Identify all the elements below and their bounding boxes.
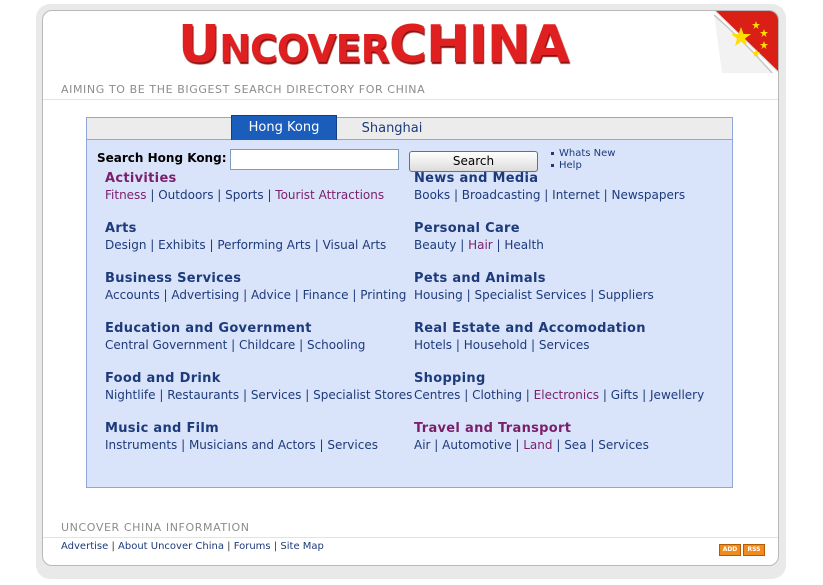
- search-button[interactable]: Search: [409, 151, 538, 172]
- footer-link-about[interactable]: About Uncover China: [118, 541, 224, 552]
- category-title[interactable]: Real Estate and Accomodation: [414, 321, 646, 336]
- category-title[interactable]: News and Media: [414, 171, 539, 186]
- side-links: [551, 148, 615, 172]
- tab-hong-kong[interactable]: Hong Kong: [231, 115, 337, 140]
- subcategory-link[interactable]: Health: [504, 238, 544, 252]
- category-block: [105, 421, 405, 452]
- subcategory-link[interactable]: Services: [598, 438, 649, 452]
- city-tab-bar: [87, 118, 732, 140]
- subcategory-link[interactable]: Instruments: [105, 438, 178, 452]
- subcategory-link[interactable]: Restaurants: [167, 388, 240, 402]
- category-block: [414, 321, 714, 352]
- subcategory-links: Instruments | Musicians and Actors | Services: [105, 438, 378, 452]
- category-title[interactable]: Shopping: [414, 371, 486, 386]
- subcategory-link[interactable]: Sea: [564, 438, 587, 452]
- subcategory-link[interactable]: Central Government: [105, 338, 228, 352]
- subcategory-link[interactable]: Services: [327, 438, 378, 452]
- subcategory-link[interactable]: Clothing: [472, 388, 522, 402]
- subcategory-link[interactable]: Electronics: [533, 388, 600, 402]
- subcategory-link[interactable]: Gifts: [610, 388, 639, 402]
- footer-links: Advertise | About Uncover China | Forums | Site Map: [61, 541, 324, 552]
- subcategory-link[interactable]: Schooling: [306, 338, 366, 352]
- subcategory-links: Books | Broadcasting | Internet | Newspapers: [414, 188, 686, 202]
- subcategory-link[interactable]: Outdoors: [158, 188, 214, 202]
- subcategory-link[interactable]: Accounts: [105, 288, 160, 302]
- category-block: [105, 321, 405, 352]
- subcategory-link[interactable]: Exhibits: [158, 238, 206, 252]
- china-flag-icon: [714, 11, 778, 73]
- subcategory-link[interactable]: Finance: [302, 288, 349, 302]
- footer-divider: [43, 537, 778, 538]
- rss-badge-icon[interactable]: RSS: [743, 544, 765, 556]
- subcategory-links: Housing | Specialist Services | Suppliers: [414, 288, 654, 302]
- category-title[interactable]: Activities: [105, 171, 177, 186]
- subcategory-links: Design | Exhibits | Performing Arts | Visual Arts: [105, 238, 387, 252]
- category-block: [414, 271, 714, 302]
- subcategory-link[interactable]: Hair: [468, 238, 493, 252]
- subcategory-links: Centres | Clothing | Electronics | Gifts | Jewellery: [414, 388, 705, 402]
- category-block: [414, 371, 714, 402]
- category-title[interactable]: Personal Care: [414, 221, 520, 236]
- subcategory-link[interactable]: Suppliers: [598, 288, 654, 302]
- subcategory-link[interactable]: Newspapers: [611, 188, 686, 202]
- category-block: [105, 371, 413, 402]
- subcategory-link[interactable]: Services: [250, 388, 302, 402]
- subcategory-link[interactable]: Automotive: [442, 438, 512, 452]
- category-title[interactable]: Business Services: [105, 271, 242, 286]
- category-title[interactable]: Travel and Transport: [414, 421, 572, 436]
- subcategory-links: Central Government | Childcare | Schooling: [105, 338, 366, 352]
- footer-link-forums[interactable]: Forums: [233, 541, 271, 552]
- subcategory-link[interactable]: Performing Arts: [217, 238, 311, 252]
- logo-letters: U: [178, 15, 220, 75]
- subcategory-link[interactable]: Tourist Attractions: [275, 188, 385, 202]
- page-container: [42, 10, 779, 566]
- category-block: [105, 171, 405, 202]
- subcategory-links: Accounts | Advertising | Advice | Finance | Printing: [105, 288, 407, 302]
- help-link[interactable]: Help: [551, 160, 615, 172]
- subcategory-link[interactable]: Advertising: [171, 288, 240, 302]
- tagline: AIMING TO BE THE BIGGEST SEARCH DIRECTORY FOR CHINA: [61, 83, 426, 96]
- subcategory-link[interactable]: Centres: [414, 388, 461, 402]
- subcategory-link[interactable]: Household: [463, 338, 528, 352]
- category-block: [414, 421, 714, 452]
- subcategory-link[interactable]: Services: [538, 338, 590, 352]
- logo-letters: NCOVER: [219, 27, 389, 71]
- footer-title: UNCOVER CHINA INFORMATION: [61, 521, 250, 534]
- category-block: [105, 271, 405, 302]
- subcategory-link[interactable]: Design: [105, 238, 147, 252]
- subcategory-link[interactable]: Housing: [414, 288, 463, 302]
- add-badge-icon[interactable]: ADD: [719, 544, 741, 556]
- category-block: [414, 171, 714, 202]
- subcategory-link[interactable]: Air: [414, 438, 431, 452]
- subcategory-link[interactable]: Printing: [360, 288, 407, 302]
- subcategory-link[interactable]: Beauty: [414, 238, 457, 252]
- subcategory-link[interactable]: Childcare: [239, 338, 296, 352]
- category-title[interactable]: Music and Film: [105, 421, 220, 436]
- search-input[interactable]: [230, 149, 399, 170]
- site-logo[interactable]: [178, 15, 569, 75]
- footer-link-advertise[interactable]: Advertise: [61, 541, 109, 552]
- category-title[interactable]: Food and Drink: [105, 371, 221, 386]
- subcategory-link[interactable]: Visual Arts: [322, 238, 387, 252]
- subcategory-link[interactable]: Musicians and Actors: [188, 438, 316, 452]
- category-block: [414, 221, 714, 252]
- tab-shanghai[interactable]: Shanghai: [361, 121, 423, 136]
- subcategory-link[interactable]: Books: [414, 188, 451, 202]
- header-divider: [43, 99, 778, 100]
- directory-panel: [86, 117, 733, 488]
- logo-letters: CHINA: [388, 15, 569, 75]
- subcategory-link[interactable]: Specialist Services: [474, 288, 587, 302]
- subcategory-link[interactable]: Sports: [225, 188, 264, 202]
- subcategory-link[interactable]: Internet: [552, 188, 600, 202]
- subcategory-link[interactable]: Hotels: [414, 338, 453, 352]
- search-label: Search Hong Kong:: [97, 151, 227, 165]
- footer-link-site-map[interactable]: Site Map: [280, 541, 324, 552]
- subcategory-link[interactable]: Specialist Stores: [313, 388, 413, 402]
- subcategory-link[interactable]: Jewellery: [650, 388, 705, 402]
- subcategory-links: Hotels | Household | Services: [414, 338, 590, 352]
- subcategory-link[interactable]: Fitness: [105, 188, 147, 202]
- category-block: [105, 221, 405, 252]
- category-title[interactable]: Arts: [105, 221, 137, 236]
- whats-new-link[interactable]: Whats New: [551, 148, 615, 160]
- subcategory-link[interactable]: Nightlife: [105, 388, 156, 402]
- subcategory-links: Nightlife | Restaurants | Services | Specialist Stores: [105, 388, 413, 402]
- subcategory-links: Air | Automotive | Land | Sea | Services: [414, 438, 649, 452]
- category-title[interactable]: Pets and Animals: [414, 271, 546, 286]
- subcategory-link[interactable]: Advice: [250, 288, 291, 302]
- subcategory-link[interactable]: Broadcasting: [461, 188, 541, 202]
- subcategory-links: Fitness | Outdoors | Sports | Tourist Attractions: [105, 188, 385, 202]
- category-title[interactable]: Education and Government: [105, 321, 312, 336]
- subcategory-link[interactable]: Land: [523, 438, 553, 452]
- subcategory-links: Beauty | Hair | Health: [414, 238, 544, 252]
